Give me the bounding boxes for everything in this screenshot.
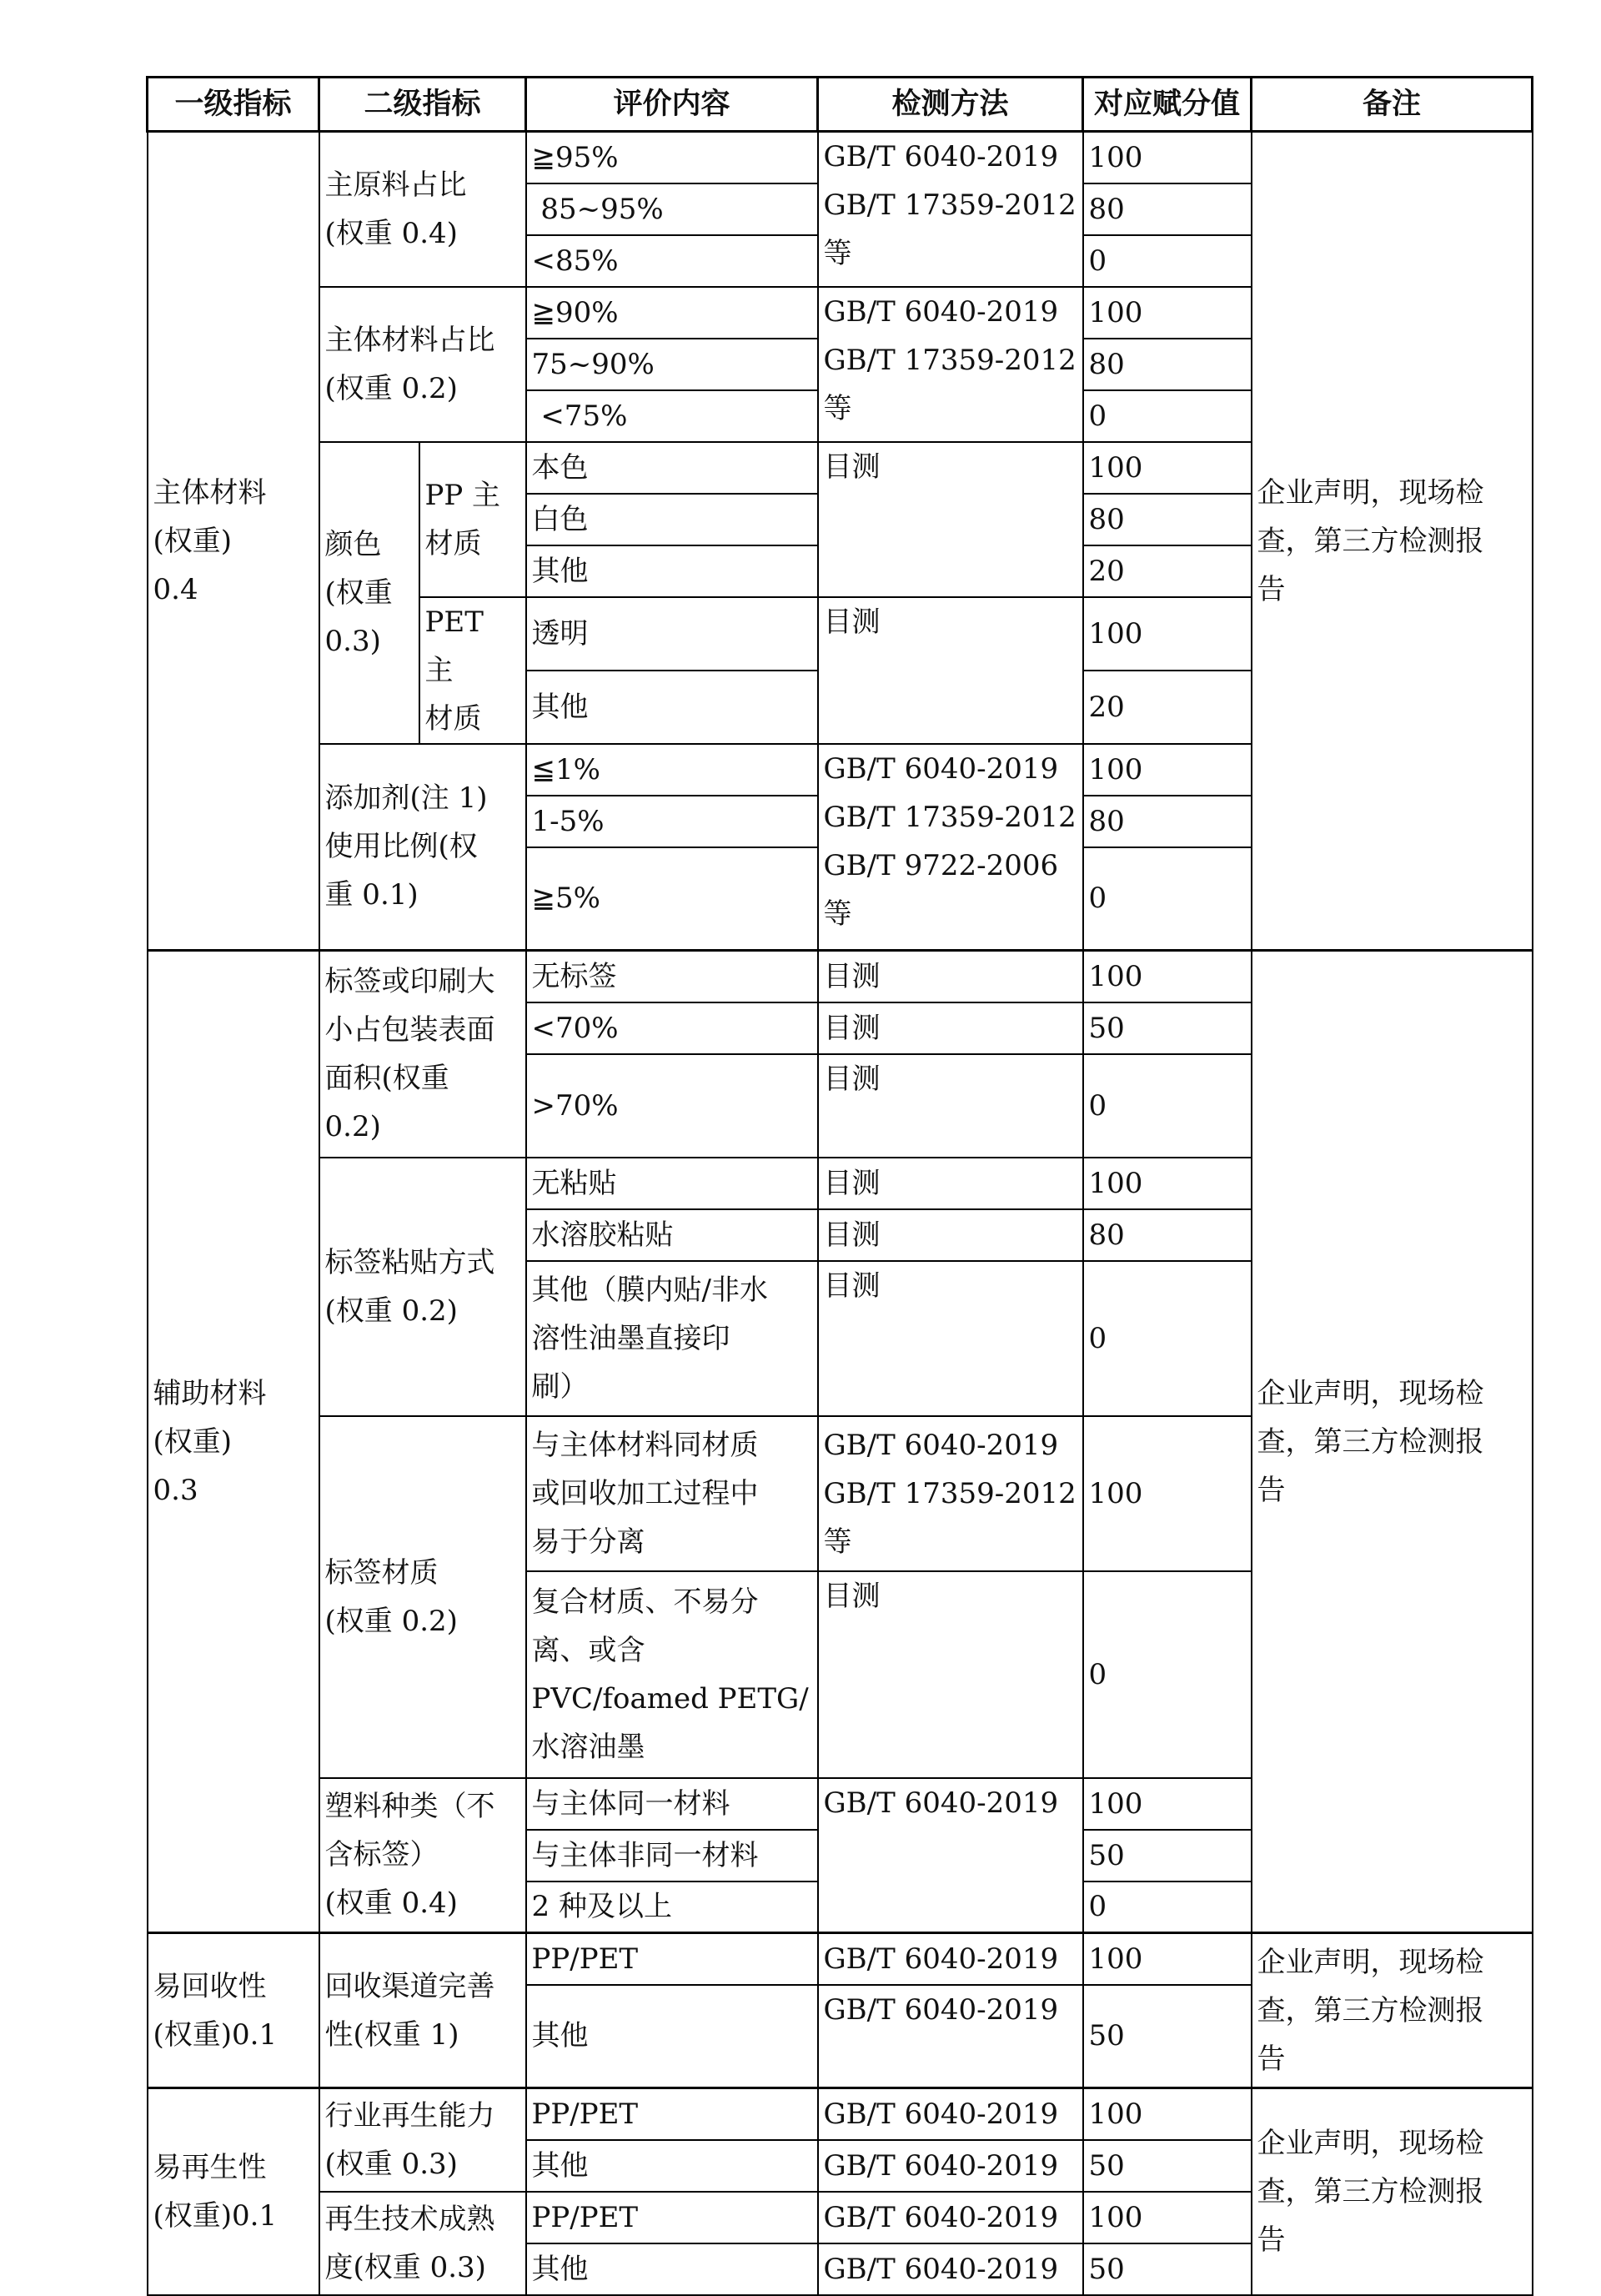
method-cell: GB/T 6040-2019 <box>818 2140 1083 2192</box>
method-cell: GB/T 6040-2019 <box>818 2243 1083 2295</box>
content-cell: 其他 <box>526 671 818 744</box>
score-cell: 100 <box>1083 951 1252 1002</box>
method-cell: 目测 <box>818 1054 1083 1158</box>
method-cell: GB/T 6040-2019 <box>818 1933 1083 1985</box>
method-cell: 目测 <box>818 1261 1083 1416</box>
table-row <box>148 1933 1533 1985</box>
header-content: 评价内容 <box>526 78 818 132</box>
content-cell: >70% <box>526 1054 818 1158</box>
method-cell: GB/T 6040-2019 GB/T 17359-2012 GB/T 9722-2006 等 <box>818 744 1083 951</box>
score-cell: 0 <box>1083 1882 1252 1933</box>
content-cell: 其他 <box>526 1985 818 2088</box>
score-cell: 80 <box>1083 183 1252 235</box>
content-cell: 无标签 <box>526 951 818 1002</box>
content-cell: <75% <box>526 390 818 442</box>
content-cell: PP/PET <box>526 2088 818 2140</box>
content-cell: 本色 <box>526 442 818 494</box>
level2-cell: 再生技术成熟 度(权重 0.3) <box>319 2192 526 2295</box>
score-cell: 100 <box>1083 2088 1252 2140</box>
method-cell: GB/T 6040-2019 <box>818 2192 1083 2243</box>
content-cell: 其他 <box>526 2140 818 2192</box>
method-cell: GB/T 6040-2019 GB/T 17359-2012 等 <box>818 1416 1083 1571</box>
level2-cell: 塑料种类（不 含标签） (权重 0.4) <box>319 1778 526 1933</box>
content-cell: ≧95% <box>526 132 818 183</box>
content-cell: ≧5% <box>526 847 818 951</box>
content-cell: 无粘贴 <box>526 1158 818 1209</box>
method-cell: 目测 <box>818 1209 1083 1261</box>
level1-cell: 易回收性 (权重)0.1 <box>148 1933 319 2088</box>
content-cell: 复合材质、不易分 离、或含 PVC/foamed PETG/ 水溶油墨 <box>526 1571 818 1778</box>
content-cell: 与主体非同一材料 <box>526 1830 818 1882</box>
score-cell: 100 <box>1083 1416 1252 1571</box>
score-cell: 0 <box>1083 1571 1252 1778</box>
content-cell: 白色 <box>526 494 818 545</box>
level2-cell: 回收渠道完善 性(权重 1) <box>319 1933 526 2088</box>
score-cell: 100 <box>1083 2192 1252 2243</box>
score-cell: 0 <box>1083 235 1252 287</box>
content-cell: 其他 <box>526 2243 818 2295</box>
level2-cell: 行业再生能力 (权重 0.3) <box>319 2088 526 2192</box>
content-cell: 85~95% <box>526 183 818 235</box>
level2-cell: 主原料占比 (权重 0.4) <box>319 132 526 287</box>
score-cell: 0 <box>1083 847 1252 951</box>
level1-cell: 易再生性 (权重)0.1 <box>148 2088 319 2295</box>
evaluation-table <box>146 76 1533 2296</box>
method-cell: 目测 <box>818 597 1083 744</box>
sub-material-cell: PP 主 材质 <box>419 442 526 597</box>
score-cell: 100 <box>1083 287 1252 339</box>
content-cell: ≦1% <box>526 744 818 796</box>
content-cell: <85% <box>526 235 818 287</box>
level2-cell: 主体材料占比 (权重 0.2) <box>319 287 526 442</box>
note-cell: 企业声明，现场检 查，第三方检测报 告 <box>1252 132 1533 951</box>
content-cell: 其他（膜内贴/非水 溶性油墨直接印 刷） <box>526 1261 818 1416</box>
level2-cell: 添加剂(注 1) 使用比例(权 重 0.1) <box>319 744 526 951</box>
score-cell: 50 <box>1083 1830 1252 1882</box>
method-cell: GB/T 6040-2019 GB/T 17359-2012 等 <box>818 287 1083 442</box>
header-level1: 一级指标 <box>148 78 319 132</box>
header-note: 备注 <box>1252 78 1533 132</box>
content-cell: 2 种及以上 <box>526 1882 818 1933</box>
score-cell: 100 <box>1083 1158 1252 1209</box>
level1-cell: 辅助材料 (权重) 0.3 <box>148 951 319 1933</box>
level2-cell: 标签材质 (权重 0.2) <box>319 1416 526 1778</box>
content-cell: 1-5% <box>526 796 818 847</box>
table-row <box>148 132 1533 183</box>
header-level2: 二级指标 <box>319 78 526 132</box>
content-cell: <70% <box>526 1002 818 1054</box>
method-cell: GB/T 6040-2019 <box>818 1985 1083 2088</box>
score-cell: 80 <box>1083 494 1252 545</box>
content-cell: 与主体同一材料 <box>526 1778 818 1830</box>
content-cell: 75~90% <box>526 339 818 390</box>
header-method: 检测方法 <box>818 78 1083 132</box>
score-cell: 80 <box>1083 796 1252 847</box>
score-cell: 0 <box>1083 1054 1252 1158</box>
header-score: 对应赋分值 <box>1083 78 1252 132</box>
score-cell: 50 <box>1083 1985 1252 2088</box>
content-cell: 透明 <box>526 597 818 671</box>
method-cell: 目测 <box>818 1158 1083 1209</box>
score-cell: 50 <box>1083 1002 1252 1054</box>
content-cell: 其他 <box>526 545 818 597</box>
table-row <box>148 951 1533 1002</box>
level2-cell: 颜色 (权重 0.3) <box>319 442 419 744</box>
method-cell: GB/T 6040-2019 GB/T 17359-2012 等 <box>818 132 1083 287</box>
method-cell: 目测 <box>818 442 1083 597</box>
table-row <box>148 2088 1533 2140</box>
note-cell: 企业声明，现场检 查，第三方检测报 告 <box>1252 951 1533 1933</box>
method-cell: 目测 <box>818 951 1083 1002</box>
score-cell: 50 <box>1083 2243 1252 2295</box>
level2-cell: 标签或印刷大 小占包装表面 面积(权重 0.2) <box>319 951 526 1158</box>
score-cell: 50 <box>1083 2140 1252 2192</box>
note-cell: 企业声明，现场检 查，第三方检测报 告 <box>1252 2088 1533 2295</box>
method-cell: 目测 <box>818 1002 1083 1054</box>
score-cell: 100 <box>1083 1778 1252 1830</box>
method-cell: GB/T 6040-2019 <box>818 1778 1083 1933</box>
score-cell: 80 <box>1083 339 1252 390</box>
score-cell: 100 <box>1083 744 1252 796</box>
level2-cell: 标签粘贴方式 (权重 0.2) <box>319 1158 526 1416</box>
content-cell: ≧90% <box>526 287 818 339</box>
score-cell: 0 <box>1083 1261 1252 1416</box>
sub-material-cell: PET 主 材质 <box>419 597 526 744</box>
score-cell: 0 <box>1083 390 1252 442</box>
score-cell: 100 <box>1083 442 1252 494</box>
header-row <box>148 78 1533 132</box>
score-cell: 100 <box>1083 1933 1252 1985</box>
content-cell: PP/PET <box>526 1933 818 1985</box>
method-cell: 目测 <box>818 1571 1083 1778</box>
content-cell: 水溶胶粘贴 <box>526 1209 818 1261</box>
method-cell: GB/T 6040-2019 <box>818 2088 1083 2140</box>
score-cell: 80 <box>1083 1209 1252 1261</box>
content-cell: PP/PET <box>526 2192 818 2243</box>
score-cell: 20 <box>1083 671 1252 744</box>
score-cell: 100 <box>1083 132 1252 183</box>
note-cell: 企业声明，现场检 查，第三方检测报 告 <box>1252 1933 1533 2088</box>
score-cell: 20 <box>1083 545 1252 597</box>
level1-cell: 主体材料 (权重) 0.4 <box>148 132 319 951</box>
score-cell: 100 <box>1083 597 1252 671</box>
content-cell: 与主体材料同材质 或回收加工过程中 易于分离 <box>526 1416 818 1571</box>
